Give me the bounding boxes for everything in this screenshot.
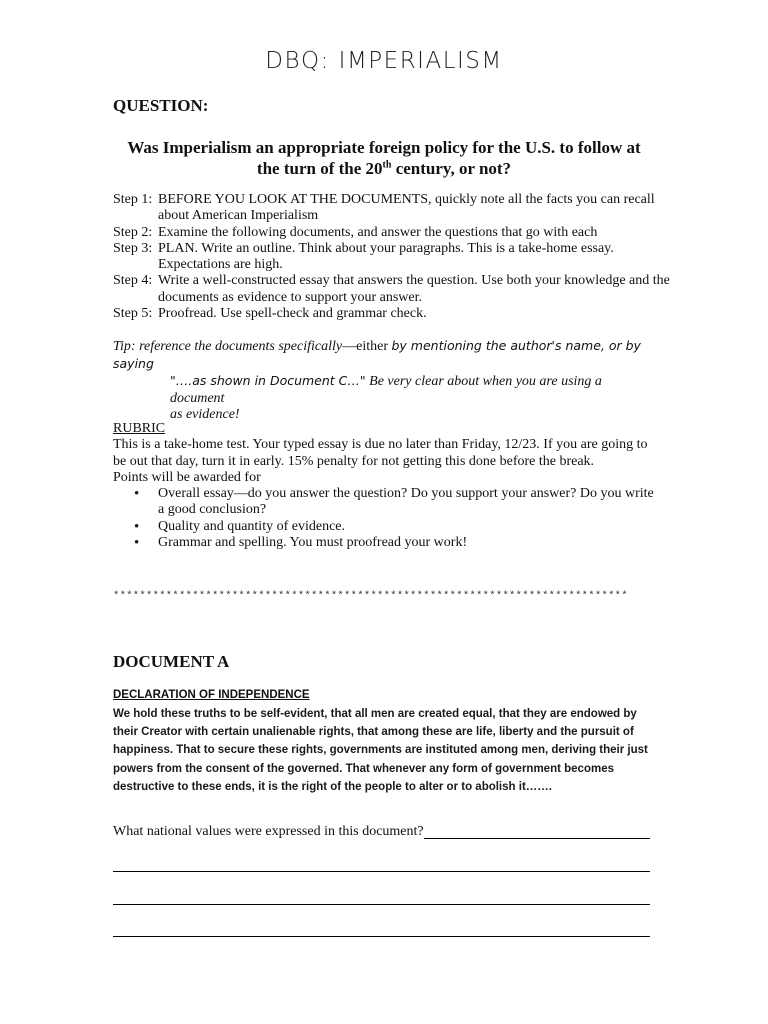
step-text: Proofread. Use spell-check and grammar check. [158,306,427,322]
tip-handwritten-2: "….as shown in Document C…" [170,373,366,388]
question-label: QUESTION: [113,96,209,115]
answer-line[interactable] [113,904,650,905]
step-text: PLAN. Write an outline. Think about your paragraphs. This is a take-home essay. Expectations are high. [158,240,614,273]
question-line-2-post: century, or not? [391,159,512,178]
step-number: Step 4: [113,273,153,289]
rubric-paragraph: This is a take-home test. Your typed essay is due no later than Friday, 12/23. If you are going to be out that day, turn it in early. 15% penalty for not getting this done before the break. [113,437,648,469]
step-number: Step 5: [113,306,153,322]
question-prompt: What national values were expressed in this document? [113,824,424,839]
answer-line[interactable] [113,936,650,937]
tip-handwritten-1: by mentioning the author's name, or by saying [113,338,641,371]
separator-stars: ****************************************************************************** [113,590,628,602]
step-text: Write a well-constructed essay that answers the question. Use both your knowledge and the documents as evidence to support your answer. [158,273,670,305]
declaration-text: We hold these truths to be self-evident, that all men are created equal, that they are endowed by their Creator with certain unalienable rights, that among these are life, liberty and the pursuit of happiness. That to secure these rights, governments are instituted among men, deriving their just powers from the consent of the governed. That whenever any form of government becomes destructive to these ends, it is the right of the people to alter or to abolish it……. [113,708,648,793]
list-item: • Quality and quantity of evidence. [158,519,658,535]
answer-blank[interactable] [424,838,650,839]
question-text [100,137,668,179]
rubric-heading: RUBRIC [113,421,166,436]
answer-line[interactable] [113,871,650,872]
step-number: Step 1: [113,192,153,207]
steps-list [113,192,673,322]
document-a-heading: DOCUMENT A [113,652,230,671]
step-text: BEFORE YOU LOOK AT THE DOCUMENTS, quickly note all the facts you can recall about American Imperialism [158,192,655,224]
list-item: • Grammar and spelling. You must proofread your work! [158,535,658,551]
tip-line-2 [113,373,658,407]
rubric-bullets [113,486,658,551]
page-title: DBQ: IMPERIALISM [265,48,503,74]
step-item [113,192,673,225]
step-item [113,225,673,241]
list-item: • Overall essay—do you answer the question? Do you support your answer? Do you write a good conclusion? [158,486,658,519]
tip-line-1 [113,338,658,373]
question-superscript: th [382,159,392,171]
tip-note [113,338,658,424]
step-text: Examine the following documents, and answer the questions that go with each [158,224,598,240]
step-item [113,306,673,322]
declaration-title: DECLARATION OF INDEPENDENCE [113,689,310,701]
tip-intro: Tip: reference the documents specifically [113,339,343,354]
step-item [113,241,673,274]
step-number: Step 2: [113,224,153,240]
tip-clarity: Be very clear about when you are using a document [170,374,602,406]
step-item [113,273,673,306]
tip-dash: —either [342,339,392,354]
question-line-1: Was Imperialism an appropriate foreign policy for the U.S. to follow at [127,138,641,157]
question-line-2-pre: the turn of the 20 [256,159,383,178]
rubric-points-intro: Points will be awarded for [113,469,261,485]
rubric-section [113,421,658,551]
tip-line-3: as evidence! [170,407,240,422]
step-number: Step 3: [113,240,153,256]
